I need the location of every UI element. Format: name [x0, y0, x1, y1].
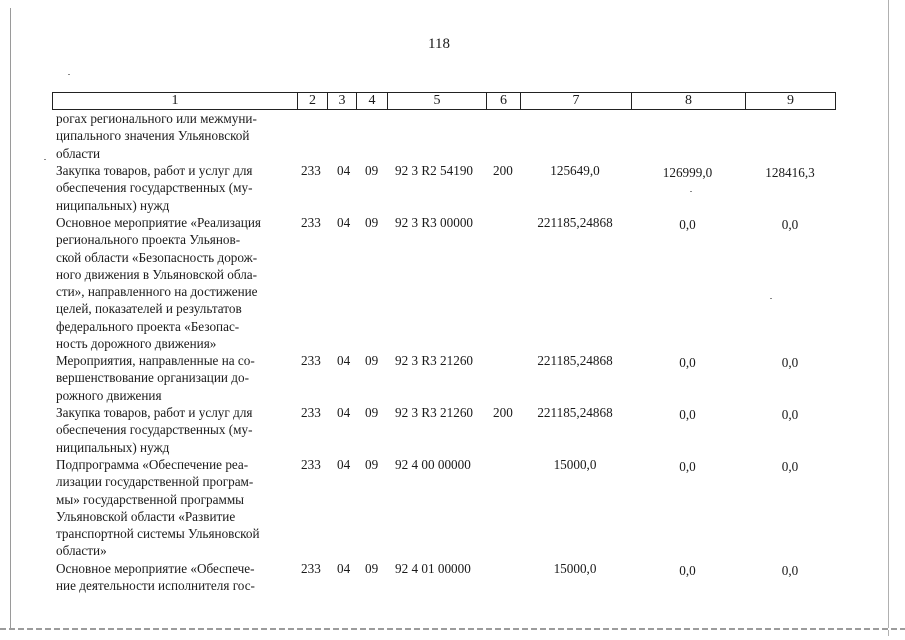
description-line: вершенствование организации до-: [56, 370, 249, 386]
scan-speck: [770, 298, 772, 299]
cell-ministry: 233: [301, 163, 321, 178]
cell-amount-year-1: 221185,24868: [537, 353, 613, 368]
header-col-2: 2: [309, 93, 316, 108]
description-line: ской области «Безопасность дорож-: [56, 249, 258, 265]
row-description: [56, 214, 291, 352]
description-line: ципального значения Ульяновской: [56, 128, 250, 144]
description-line: федерального проекта «Безопас-: [56, 318, 240, 334]
header-col-7: 7: [572, 93, 580, 108]
description-line: Подпрограмма «Обеспечение реа-: [56, 457, 249, 472]
cell-ministry: 233: [301, 215, 321, 230]
cell-amount-year-2: 0,0: [679, 217, 696, 232]
description-line: рожного движения: [56, 387, 162, 403]
cell-amount-year-3: 0,0: [781, 407, 799, 422]
cell-amount-year-3: 0,0: [781, 563, 799, 578]
row-description: [56, 110, 291, 162]
cell-amount-year-3: 128416,3: [765, 165, 815, 180]
cell-target-article: 92 3 R2 54190: [395, 163, 474, 178]
description-line: лизации государственной програм-: [56, 474, 254, 490]
description-line: области»: [56, 543, 107, 559]
cell-amount-year-1: 15000,0: [553, 457, 597, 472]
row-description: [56, 404, 291, 456]
cell-subsection: 09: [365, 561, 379, 576]
scan-frame-right: [888, 0, 889, 636]
description-line: Мероприятия, направленные на со-: [56, 353, 255, 368]
description-line: Основное мероприятие «Обеспече-: [56, 561, 255, 576]
header-col-9: 9: [787, 93, 794, 108]
cell-amount-year-1: 15000,0: [553, 561, 597, 576]
cell-subsection: 09: [365, 163, 379, 178]
cell-ministry: 233: [301, 457, 321, 472]
cell-amount-year-2: 0,0: [679, 407, 696, 422]
cell-section: 04: [337, 215, 351, 230]
description-line: обеспечения государственных (му-: [56, 180, 253, 196]
cell-target-article: 92 3 R3 21260: [395, 405, 474, 420]
row-description: [56, 352, 291, 404]
cell-amount-year-2: 126999,0: [662, 165, 713, 180]
scan-frame-bottom: [0, 628, 905, 630]
cell-ministry: 233: [301, 353, 321, 368]
table-header: [52, 92, 836, 110]
scan-frame-left: [10, 8, 11, 630]
description-line: ние деятельности исполнителя гос-: [56, 578, 255, 594]
row-description: [56, 560, 291, 595]
description-line: мы» государственной программы: [56, 491, 245, 507]
cell-section: 04: [337, 163, 351, 178]
description-line: сти», направленного на достижение: [56, 284, 258, 300]
cell-amount-year-3: 0,0: [781, 355, 799, 370]
cell-amount-year-1: 125649,0: [550, 163, 600, 178]
cell-section: 04: [337, 353, 351, 368]
cell-amount-year-1: 221185,24868: [537, 215, 613, 230]
cell-amount-year-2: 0,0: [679, 563, 696, 578]
cell-amount-year-2: 0,0: [679, 355, 696, 370]
cell-expense-type: 200: [493, 405, 513, 420]
cell-amount-year-3: 0,0: [781, 459, 799, 474]
description-line: рогах регионального или межмуни-: [56, 111, 257, 126]
header-col-6: 6: [500, 93, 507, 108]
scan-speck: [44, 159, 46, 160]
cell-subsection: 09: [365, 457, 379, 472]
cell-target-article: 92 3 R3 21260: [395, 353, 474, 368]
cell-target-article: 92 4 01 00000: [395, 561, 471, 576]
description-line: области: [56, 145, 101, 161]
description-line: Ульяновской области «Развитие: [56, 508, 236, 524]
cell-amount-year-2: 0,0: [679, 459, 696, 474]
description-line: целей, показателей и результатов: [56, 301, 242, 317]
cell-amount-year-1: 221185,24868: [537, 405, 613, 420]
description-line: ниципальных) нужд: [56, 439, 170, 455]
header-col-1: 1: [171, 93, 179, 108]
description-line: Основное мероприятие «Реализация: [56, 215, 261, 230]
description-line: ниципальных) нужд: [56, 197, 170, 213]
page-number: 118: [428, 36, 450, 52]
cell-subsection: 09: [365, 353, 379, 368]
description-line: регионального проекта Ульянов-: [56, 232, 241, 248]
header-col-5: 5: [433, 93, 441, 108]
header-col-3: 3: [338, 93, 346, 108]
cell-section: 04: [337, 405, 351, 420]
description-line: обеспечения государственных (му-: [56, 422, 253, 438]
cell-section: 04: [337, 457, 351, 472]
cell-ministry: 233: [301, 405, 321, 420]
cell-target-article: 92 3 R3 00000: [395, 215, 474, 230]
cell-subsection: 09: [365, 215, 379, 230]
cell-expense-type: 200: [493, 163, 513, 178]
description-line: транспортной системы Ульяновской: [56, 526, 260, 542]
cell-section: 04: [337, 561, 351, 576]
description-line: ного движения в Ульяновской обла-: [56, 266, 258, 282]
description-line: Закупка товаров, работ и услуг для: [56, 405, 253, 420]
description-line: Закупка товаров, работ и услуг для: [56, 163, 253, 178]
header-col-4: 4: [368, 93, 376, 108]
description-line: ность дорожного движения»: [56, 336, 217, 352]
cell-amount-year-3: 0,0: [781, 217, 799, 232]
header-col-8: 8: [685, 93, 692, 108]
cell-subsection: 09: [365, 405, 379, 420]
scan-speck: [690, 191, 692, 192]
cell-ministry: 233: [301, 561, 321, 576]
row-description: [56, 162, 291, 214]
cell-target-article: 92 4 00 00000: [395, 457, 471, 472]
scan-speck: [68, 74, 70, 75]
row-description: [56, 456, 291, 560]
